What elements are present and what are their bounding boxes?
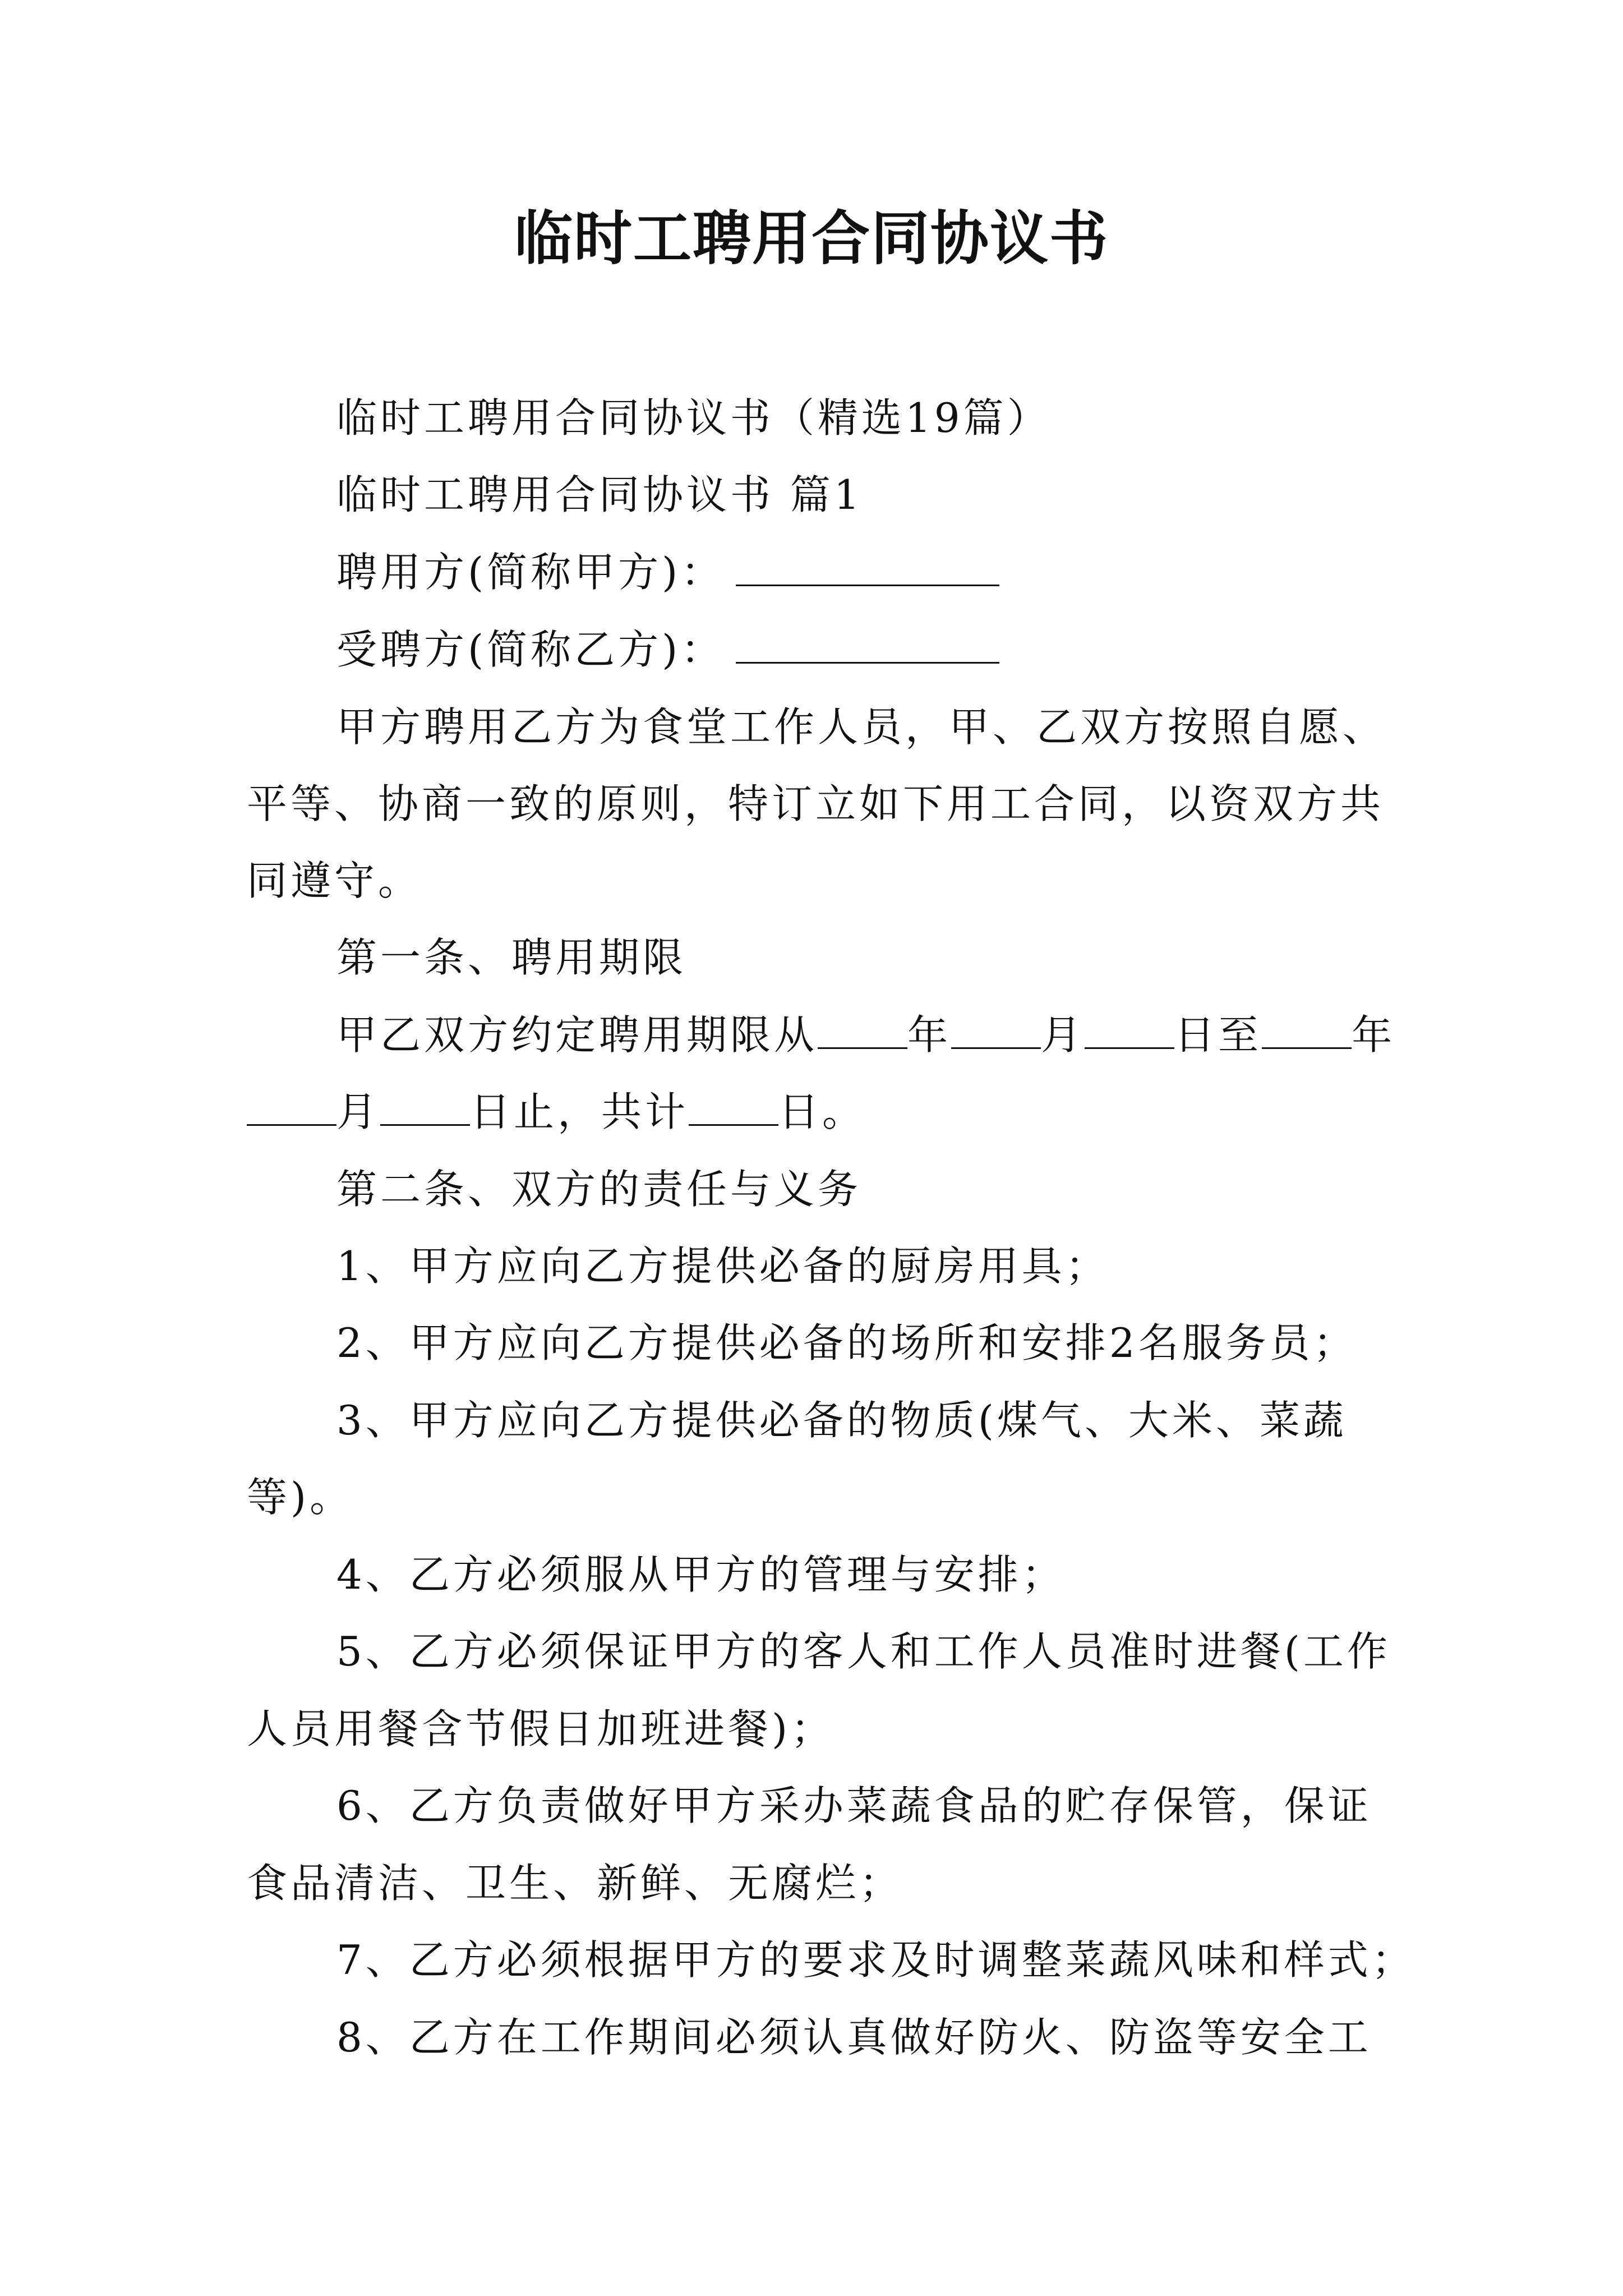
employee-line xyxy=(336,622,999,678)
article2-item-6-line-1: 6、乙方负责做好甲方采办菜蔬食品的贮存保管，保证 xyxy=(336,1782,1372,1829)
end-month-blank xyxy=(247,1089,336,1126)
day-end-label: 日止，共计 xyxy=(470,1088,689,1135)
intro-line-2: 平等、协商一致的原则，特订立如下用工合同，以资双方共 xyxy=(247,780,1385,827)
end-day-blank xyxy=(380,1089,470,1126)
article2-item-4: 4、乙方必须服从甲方的管理与安排； xyxy=(336,1551,1066,1598)
intro-line-3: 同遵守。 xyxy=(247,857,422,904)
article2-item-5-line-1: 5、乙方必须保证甲方的客人和工作人员准时进餐(工作 xyxy=(336,1628,1391,1675)
article2-item-3-line-1: 3、甲方应向乙方提供必备的物质(煤气、大米、菜蔬 xyxy=(336,1397,1347,1444)
article1-heading: 第一条、聘用期限 xyxy=(336,934,687,981)
article2-item-7: 7、乙方必须根据甲方的要求及时调整菜蔬风味和样式； xyxy=(336,1936,1415,1984)
subtitle-line: 临时工聘用合同协议书（精选19篇） xyxy=(336,394,1051,441)
month-label: 月 xyxy=(1041,1011,1085,1059)
month-label-2: 月 xyxy=(336,1088,381,1135)
start-day-blank xyxy=(1085,1013,1174,1049)
day-to-label: 日至 xyxy=(1174,1011,1262,1059)
intro-line-1: 甲方聘用乙方为食堂工作人员，甲、乙双方按照自愿、 xyxy=(336,703,1387,751)
period-text: 甲乙双方约定聘用期限从 xyxy=(336,1011,818,1059)
employer-label: 聘用方(简称甲方)： xyxy=(336,549,725,596)
article2-item-1: 1、甲方应向乙方提供必备的厨房用具； xyxy=(336,1243,1109,1290)
start-month-blank xyxy=(951,1013,1041,1049)
employer-line xyxy=(336,544,999,600)
start-year-blank xyxy=(818,1013,907,1049)
employer-blank xyxy=(736,550,999,586)
article2-item-5-line-2: 人员用餐含节假日加班进餐)； xyxy=(247,1705,835,1752)
end-year-blank xyxy=(1262,1013,1352,1049)
employee-label: 受聘方(简称乙方)： xyxy=(336,626,725,673)
year-label: 年 xyxy=(907,1011,952,1059)
article1-period-line-2 xyxy=(247,1084,866,1140)
section-heading: 临时工聘用合同协议书 篇1 xyxy=(336,471,863,518)
article2-item-2: 2、甲方应向乙方提供必备的场所和安排2名服务员； xyxy=(336,1319,1357,1366)
article2-item-3-line-2: 等)。 xyxy=(247,1474,354,1521)
day-label: 日。 xyxy=(778,1088,866,1135)
article2-item-6-line-2: 食品清洁、卫生、新鲜、无腐烂； xyxy=(247,1860,903,1907)
year-label-2: 年 xyxy=(1352,1011,1396,1059)
total-days-blank xyxy=(689,1089,778,1126)
article2-item-8-line-1: 8、乙方在工作期间必须认真做好防火、防盗等安全工 xyxy=(336,2014,1372,2061)
article2-heading: 第二条、双方的责任与义务 xyxy=(336,1166,862,1213)
article1-period-line-1 xyxy=(336,1007,1395,1063)
document-title: 临时工聘用合同协议书 xyxy=(514,204,1109,273)
employee-blank xyxy=(736,627,999,664)
